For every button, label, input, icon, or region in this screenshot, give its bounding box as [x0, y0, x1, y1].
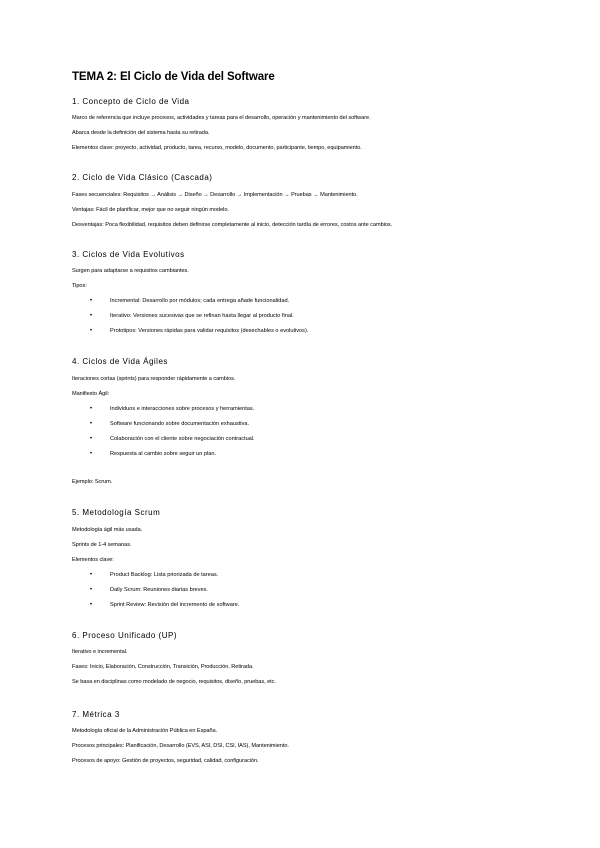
section-7-paragraph: Procesos de apoyo: Gestión de proyectos, seguridad, calidad, configuración.: [72, 758, 259, 764]
section-4-heading: 4. Ciclos de Vida Ágiles: [72, 357, 168, 366]
section-4-paragraph: Manifiesto Ágil:: [72, 391, 110, 397]
list-item: Individuos e interacciones sobre procesos y herramientas.: [110, 406, 255, 412]
section-3-paragraph: Tipos:: [72, 283, 87, 289]
list-item: Colaboración con el cliente sobre negociación contractual.: [110, 436, 255, 442]
bullet-icon: •: [90, 572, 93, 578]
section-6-paragraph: Fases: Inicio, Elaboración, Construcción, Transición, Producción, Retirada.: [72, 664, 254, 670]
list-item: Daily Scrum: Reuniones diarias breves.: [110, 587, 208, 593]
section-7-paragraph: Metodología oficial de la Administración Pública en España.: [72, 728, 218, 734]
list-item: Software funcionando sobre documentación exhaustiva.: [110, 421, 249, 427]
section-6-heading: 6. Proceso Unificado (UP): [72, 631, 177, 640]
bullet-icon: •: [90, 313, 93, 319]
document-title: TEMA 2: El Ciclo de Vida del Software: [72, 71, 275, 83]
section-5-paragraph: Metodología ágil más usada.: [72, 527, 143, 533]
section-3-heading: 3. Ciclos de Vida Evolutivos: [72, 250, 185, 259]
list-item: Iterativo: Versiones sucesivas que se refinan hasta llegar al producto final.: [110, 313, 294, 319]
section-1-paragraph: Abarca desde la definición del sistema hasta su retirada.: [72, 130, 210, 136]
list-item: Product Backlog: Lista priorizada de tareas.: [110, 572, 219, 578]
bullet-icon: •: [90, 328, 93, 334]
section-5-heading: 5. Metodología Scrum: [72, 508, 161, 517]
section-1-heading: 1. Concepto de Ciclo de Vida: [72, 97, 190, 106]
section-1-paragraph: Elementos clave: proyecto, actividad, producto, tarea, recurso, modelo, documento, participante, tiempo, equipamiento.: [72, 145, 362, 151]
section-2-heading: 2. Ciclo de Vida Clásico (Cascada): [72, 173, 213, 182]
section-2-paragraph: Fases secuenciales: Requisitos → Análisis → Diseño → Desarrollo → Implementación → Pruebas → Mantenimiento.: [72, 192, 358, 198]
section-4-paragraph: Ejemplo: Scrum.: [72, 479, 113, 485]
section-6-paragraph: Iterativo e incremental.: [72, 649, 128, 655]
section-5-paragraph: Elementos clave:: [72, 557, 114, 563]
bullet-icon: •: [90, 436, 93, 442]
section-2-paragraph: Ventajas: Fácil de planificar, mejor que no seguir ningún modelo.: [72, 207, 229, 213]
list-item: Incremental: Desarrollo por módulos; cada entrega añade funcionalidad.: [110, 298, 290, 304]
bullet-icon: •: [90, 451, 93, 457]
section-7-heading: 7. Métrica 3: [72, 710, 120, 719]
bullet-icon: •: [90, 406, 93, 412]
bullet-icon: •: [90, 602, 93, 608]
section-5-paragraph: Sprints de 1-4 semanas.: [72, 542, 132, 548]
list-item: Respuesta al cambio sobre seguir un plan.: [110, 451, 217, 457]
bullet-icon: •: [90, 587, 93, 593]
bullet-icon: •: [90, 298, 93, 304]
section-2-paragraph: Desventajas: Poca flexibilidad, requisitos deben definirse completamente al inicio, detección tardía de errores, costos ante cambios.: [72, 222, 393, 228]
bullet-icon: •: [90, 421, 93, 427]
section-4-paragraph: Iteraciones cortas (sprints) para responder rápidamente a cambios.: [72, 376, 236, 382]
list-item: Sprint Review: Revisión del incremento de software.: [110, 602, 240, 608]
section-3-paragraph: Surgen para adaptarse a requisitos cambiantes.: [72, 268, 189, 274]
list-item: Prototipos: Versiones rápidas para validar requisitos (desechables o evolutivos).: [110, 328, 309, 334]
section-7-paragraph: Procesos principales: Planificación, Desarrollo (EVS, ASI, DSI, CSI, IAS), Mantenimiento.: [72, 743, 289, 749]
section-1-paragraph: Marco de referencia que incluye procesos, actividades y tareas para el desarrollo, operación y mantenimiento del software.: [72, 115, 371, 121]
section-6-paragraph: Se basa en disciplinas como modelado de negocio, requisitos, diseño, pruebas, etc.: [72, 679, 276, 685]
